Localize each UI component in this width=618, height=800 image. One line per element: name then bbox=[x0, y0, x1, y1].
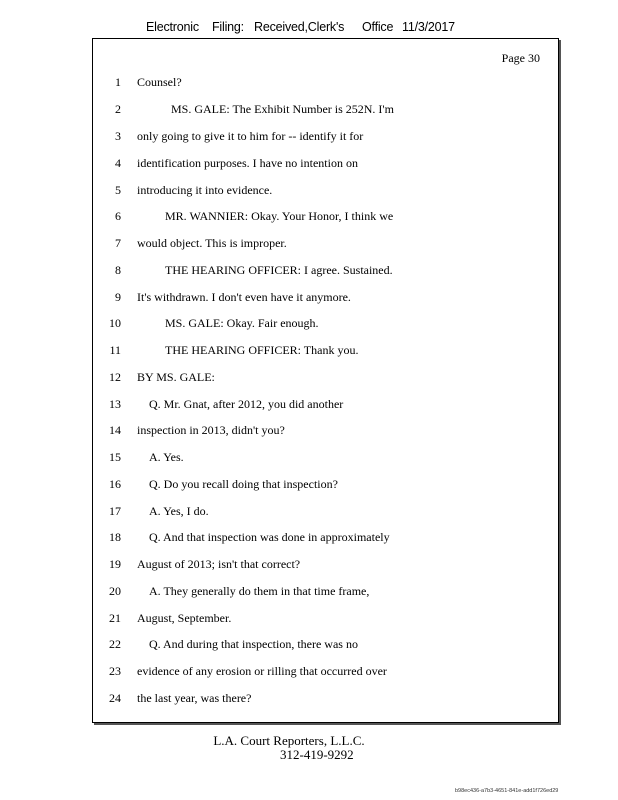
line-text: introducing it into evidence. bbox=[137, 183, 273, 197]
line-text: would object. This is improper. bbox=[137, 236, 287, 250]
line-text: A. Yes. bbox=[149, 450, 184, 464]
line-number: 4 bbox=[115, 156, 121, 170]
line-text: MS. GALE: The Exhibit Number is 252N. I'm bbox=[171, 102, 394, 116]
reporter-firm-name: L.A. Court Reporters, L.L.C. bbox=[213, 733, 365, 748]
line-number: 20 bbox=[109, 584, 121, 598]
line-number: 16 bbox=[109, 477, 121, 491]
line-text: THE HEARING OFFICER: I agree. Sustained. bbox=[165, 263, 393, 277]
transcript-line bbox=[93, 397, 558, 417]
line-number: 23 bbox=[109, 664, 121, 678]
transcript-line bbox=[93, 557, 558, 577]
line-text: Q. And during that inspection, there was no bbox=[149, 637, 358, 651]
line-number: 10 bbox=[109, 316, 121, 330]
line-number: 3 bbox=[115, 129, 121, 143]
transcript-line bbox=[93, 691, 558, 711]
transcript-line bbox=[93, 637, 558, 657]
line-number: 17 bbox=[109, 504, 121, 518]
header-office: Office bbox=[362, 20, 394, 34]
line-number: 19 bbox=[109, 557, 121, 571]
transcript-line bbox=[93, 477, 558, 497]
line-text: August of 2013; isn't that correct? bbox=[137, 557, 301, 571]
line-text: evidence of any erosion or rilling that occurred over bbox=[137, 664, 387, 678]
header-date: 11/3/2017 bbox=[402, 20, 455, 34]
reporter-phone: 312-419-9292 bbox=[280, 747, 354, 762]
transcript-line bbox=[93, 129, 558, 149]
line-number: 12 bbox=[109, 370, 121, 384]
line-text: Q. And that inspection was done in approximately bbox=[149, 530, 390, 544]
line-text: MS. GALE: Okay. Fair enough. bbox=[165, 316, 319, 330]
line-text: A. Yes, I do. bbox=[149, 504, 209, 518]
transcript-line bbox=[93, 611, 558, 631]
line-text: only going to give it to him for -- identify it for bbox=[137, 129, 364, 143]
line-number: 1 bbox=[115, 75, 121, 89]
line-number: 13 bbox=[109, 397, 121, 411]
transcript-line bbox=[93, 664, 558, 684]
transcript-line bbox=[93, 343, 558, 363]
document-hash: b98ec436-a7b3-4651-841e-add1f726ed29 bbox=[455, 788, 559, 794]
transcript-line bbox=[93, 263, 558, 283]
line-text: Q. Do you recall doing that inspection? bbox=[149, 477, 338, 491]
line-text: inspection in 2013, didn't you? bbox=[137, 423, 285, 437]
transcript-line bbox=[93, 156, 558, 176]
header-received: Received,Clerk's bbox=[254, 20, 345, 34]
transcript-line bbox=[93, 75, 558, 95]
line-number: 7 bbox=[115, 236, 121, 250]
page-number: Page 30 bbox=[501, 51, 540, 65]
line-number: 5 bbox=[115, 183, 121, 197]
line-number: 2 bbox=[115, 102, 121, 116]
line-text: THE HEARING OFFICER: Thank you. bbox=[165, 343, 359, 357]
line-number: 8 bbox=[115, 263, 121, 277]
transcript-line bbox=[93, 183, 558, 203]
line-text: the last year, was there? bbox=[137, 691, 252, 705]
line-text: MR. WANNIER: Okay. Your Honor, I think we bbox=[165, 209, 394, 223]
transcript-page bbox=[92, 38, 559, 723]
line-text: identification purposes. I have no intention on bbox=[137, 156, 358, 170]
transcript-line bbox=[93, 102, 558, 122]
line-text: Counsel? bbox=[137, 75, 182, 89]
line-number: 15 bbox=[109, 450, 121, 464]
line-number: 21 bbox=[109, 611, 121, 625]
transcript-line bbox=[93, 316, 558, 336]
header-filing: Filing: bbox=[212, 20, 244, 34]
line-text: August, September. bbox=[137, 611, 232, 625]
transcript-line bbox=[93, 370, 558, 390]
transcript-line bbox=[93, 290, 558, 310]
transcript-line bbox=[93, 209, 558, 229]
line-number: 18 bbox=[109, 530, 121, 544]
transcript-line bbox=[93, 236, 558, 256]
line-number: 11 bbox=[109, 343, 121, 357]
line-number: 6 bbox=[115, 209, 121, 223]
line-number: 14 bbox=[109, 423, 121, 437]
transcript-line bbox=[93, 423, 558, 443]
line-number: 22 bbox=[109, 637, 121, 651]
transcript-line bbox=[93, 450, 558, 470]
line-number: 9 bbox=[115, 290, 121, 304]
line-text: It's withdrawn. I don't even have it anymore. bbox=[137, 290, 351, 304]
line-text: BY MS. GALE: bbox=[137, 370, 215, 384]
transcript-line bbox=[93, 504, 558, 524]
transcript-line bbox=[93, 584, 558, 604]
line-text: A. They generally do them in that time frame, bbox=[149, 584, 370, 598]
transcript-line bbox=[93, 530, 558, 550]
header-electronic: Electronic bbox=[146, 20, 199, 34]
line-text: Q. Mr. Gnat, after 2012, you did another bbox=[149, 397, 344, 411]
line-number: 24 bbox=[109, 691, 121, 705]
